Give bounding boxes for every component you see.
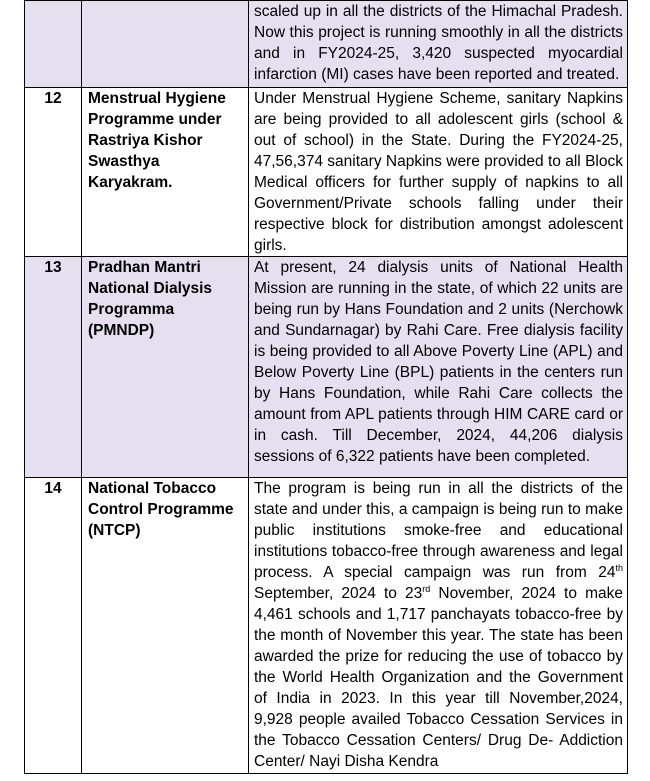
row-number: 14: [25, 478, 82, 774]
row-number: [25, 1, 82, 88]
description-text: The program is being run in all the districts of the state and under this, a campaign is being run to make public institutions smoke-free and educational institutions tobacco-free through awareness and legal process. A special campaign was run from 24: [254, 480, 623, 581]
row-number: 12: [25, 88, 82, 257]
programme-name: [82, 1, 249, 88]
programme-description: Under Menstrual Hygiene Scheme, sanitary Napkins are being provided to all adolescent girls (school & out of school) in the State. During the FY2024-25, 47,56,374 sanitary Napkins were provided to all Block Medical officers for further supply of napkins to all Government/Private schools falling under their respective block for distribution amongst adolescent girls.: [249, 88, 628, 257]
programme-name: Pradhan Mantri National Dialysis Programma (PMNDP): [82, 257, 249, 478]
programme-name: National Tobacco Control Programme (NTCP): [82, 478, 249, 774]
programme-name: Menstrual Hygiene Programme under Rastriya Kishor Swasthya Karyakram.: [82, 88, 249, 257]
programme-description: [249, 478, 628, 774]
description-text: November, 2024 to make 4,461 schools and 1,717 panchayats tobacco-free by the month of November this year. The state has been awarded the prize for reducing the use of tobacco by the World Health Organization and the Government of India in 2023. In this year till November,2024, 9,928 people availed Tobacco Cessation Services in the Tobacco Cessation Centers/ Drug De- Addiction Center/ Nayi Disha Kendra: [254, 585, 623, 770]
programme-description: At present, 24 dialysis units of National Health Mission are running in the state, of which 22 units are being run by Hans Foundation and 2 units (Nerchowk and Sundarnagar) by Rahi Care. Free dialysis facility is being provided to all Above Poverty Line (APL) and Below Poverty Line (BPL) patients in the centers run by Hans Foundation, while Rahi Care collects the amount from APL patients through HIM CARE card or in cash. Till December, 2024, 44,206 dialysis sessions of 6,322 patients have been completed.: [249, 257, 628, 478]
table-row: [25, 478, 628, 774]
description-text: September, 2024 to 23: [254, 585, 423, 602]
schemes-table: [24, 0, 628, 774]
table-row: [25, 88, 628, 257]
ordinal-suffix: th: [615, 562, 623, 573]
row-number: 13: [25, 257, 82, 478]
programme-description: scaled up in all the districts of the Himachal Pradesh. Now this project is running smoothly in all the districts and in FY2024-25, 3,420 suspected myocardial infarction (MI) cases have been reported and treated.: [249, 1, 628, 88]
table-row: [25, 257, 628, 478]
ordinal-suffix: rd: [422, 583, 431, 594]
table-row: [25, 1, 628, 88]
